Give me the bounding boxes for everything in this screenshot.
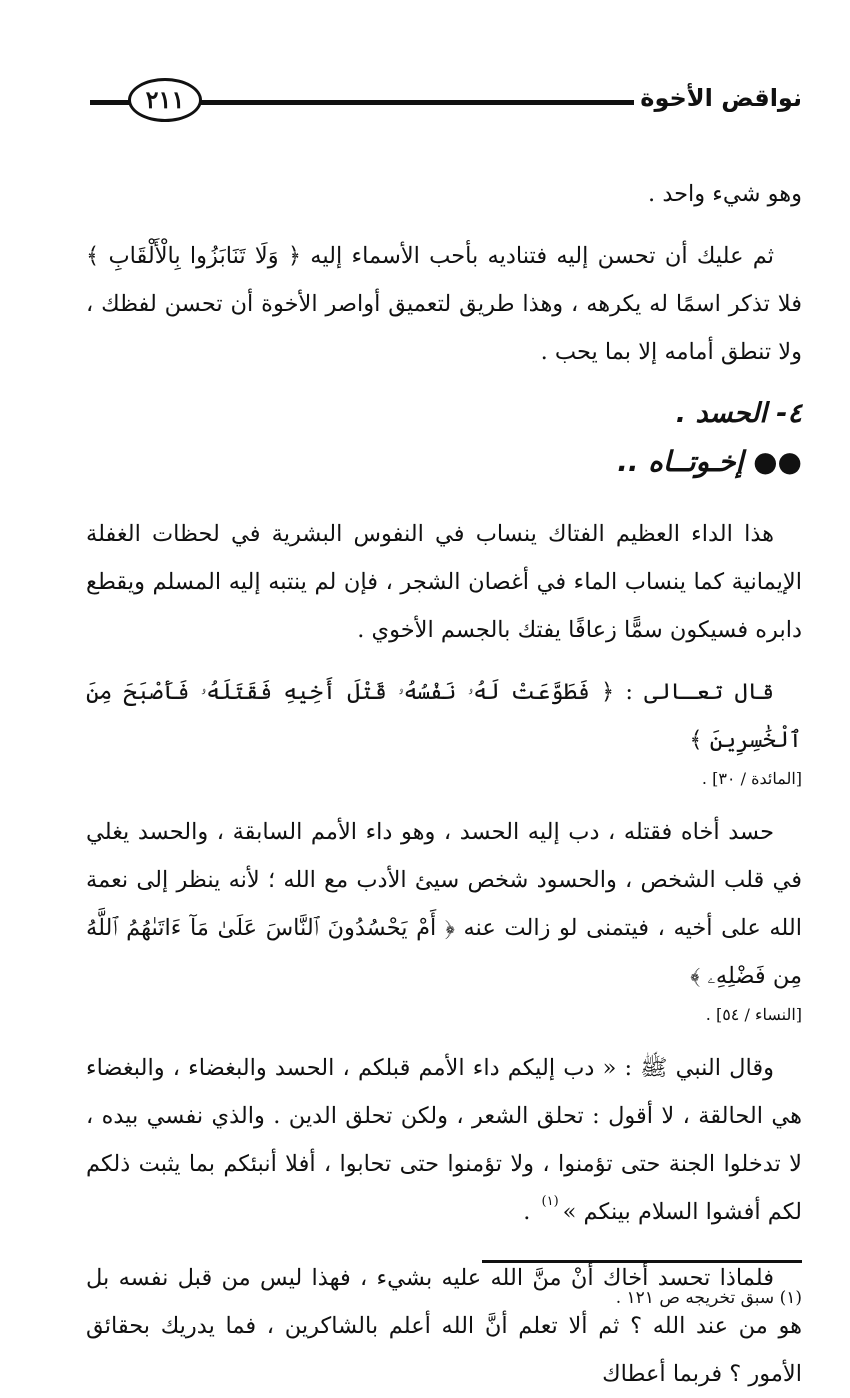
subheading-brothers: ●● إخـوتــاه ..	[617, 445, 802, 478]
verse-intro: قال تعـالى :	[614, 679, 774, 705]
quran-verse-nisa: ﴿ أَمْ يَحْسُدُونَ ٱلنَّاسَ عَلَىٰ مَآ ءَاتَىٰهُمُ ٱللَّهُ مِن فَضْلِهِۦ ﴾	[86, 915, 802, 989]
paragraph-5	[86, 808, 802, 1000]
quran-verse-maidah: ﴿ فَطَوَّعَتْ لَهُۥ نَفْسُهُۥ قَتْلَ أَخِيهِ فَقَتَلَهُۥ فَأَصْبَحَ مِنَ ٱلْخَٰسِرِينَ ﴾	[86, 679, 802, 753]
page-body	[86, 170, 802, 1398]
header-rule-left	[90, 100, 130, 105]
hadith-text: وقال النبي ﷺ : « دب إليكم داء الأمم قبلكم ، الحسد والبغضاء ، والبغضاء هي الحالقة ، لا أقول : تحلق الشعر ، ولكن تحلق الدين . والذي نفسي بيده ، لا تدخلوا الجنة حتى تؤمنوا ، ولا تؤمنوا حتى تحابوا ، أفلا أنبئكم بما يثبت ذلكم لكم أفشوا السلام بينكم »	[86, 1055, 802, 1225]
footnote: (١) سبق تخريجه ص ١٢١ .	[615, 1288, 802, 1308]
footnote-marker: (١)	[541, 1194, 559, 1209]
paragraph-2: ثم عليك أن تحسن إليه فتناديه بأحب الأسماء إليه ﴿ وَلَا تَنَابَزُوا بِالْأَلْقَابِ ﴾ فلا تذكر اسمًا له يكرهه ، وهذا طريق لتعميق أواصر الأخوة أن تحسن لفظك ، ولا تنطق أمامه إلا بما يحب .	[86, 243, 802, 365]
verse-reference-nisa: [النساء / ٥٤] .	[705, 1005, 802, 1024]
section-heading-envy: ٤- الحسد .	[675, 398, 802, 429]
paragraph-6-hadith	[86, 1044, 802, 1240]
verse-reference-maidah: [المائدة / ٣٠] .	[701, 769, 802, 788]
paragraph-5-text: حسد أخاه فقتله ، دب إليه الحسد ، وهو داء الأمم السابقة ، والحسد يغلي في قلب الشخص ، والحسود شخص سيئ الأدب مع الله ؛ لأنه ينظر إلى نعمة الله على أخيه ، فيتمنى لو زالت عنه	[86, 819, 802, 941]
paragraph-3: هذا الداء العظيم الفتاك ينساب في النفوس البشرية في لحظات الغفلة الإيمانية كما ينساب الماء في أغصان الشجر ، فإن لم ينتبه إليه المسلم ويقطع دابره فسيكون سمًّا زعافًا يفتك بالجسم الأخوي .	[86, 521, 802, 643]
page-number: ٢١١	[128, 78, 202, 122]
paragraph-1: وهو شيء واحد .	[648, 181, 802, 207]
paragraph-4	[86, 668, 802, 764]
paragraph-7: فلماذا تحسد أخاك أنْ منَّ الله عليه بشيء ، فهذا ليس من قبل نفسه بل هو من عند الله ؟ ثم ألا تعلم أنَّ الله أعلم بالشاكرين ، فما يدريك بحقائق الأمور ؟ فربما أعطاك	[86, 1265, 802, 1387]
running-title: نواقض الأخوة	[640, 84, 802, 112]
hadith-end: .	[523, 1199, 538, 1225]
header-rule	[200, 100, 634, 105]
page-header	[90, 78, 802, 128]
footnote-divider	[482, 1260, 802, 1263]
